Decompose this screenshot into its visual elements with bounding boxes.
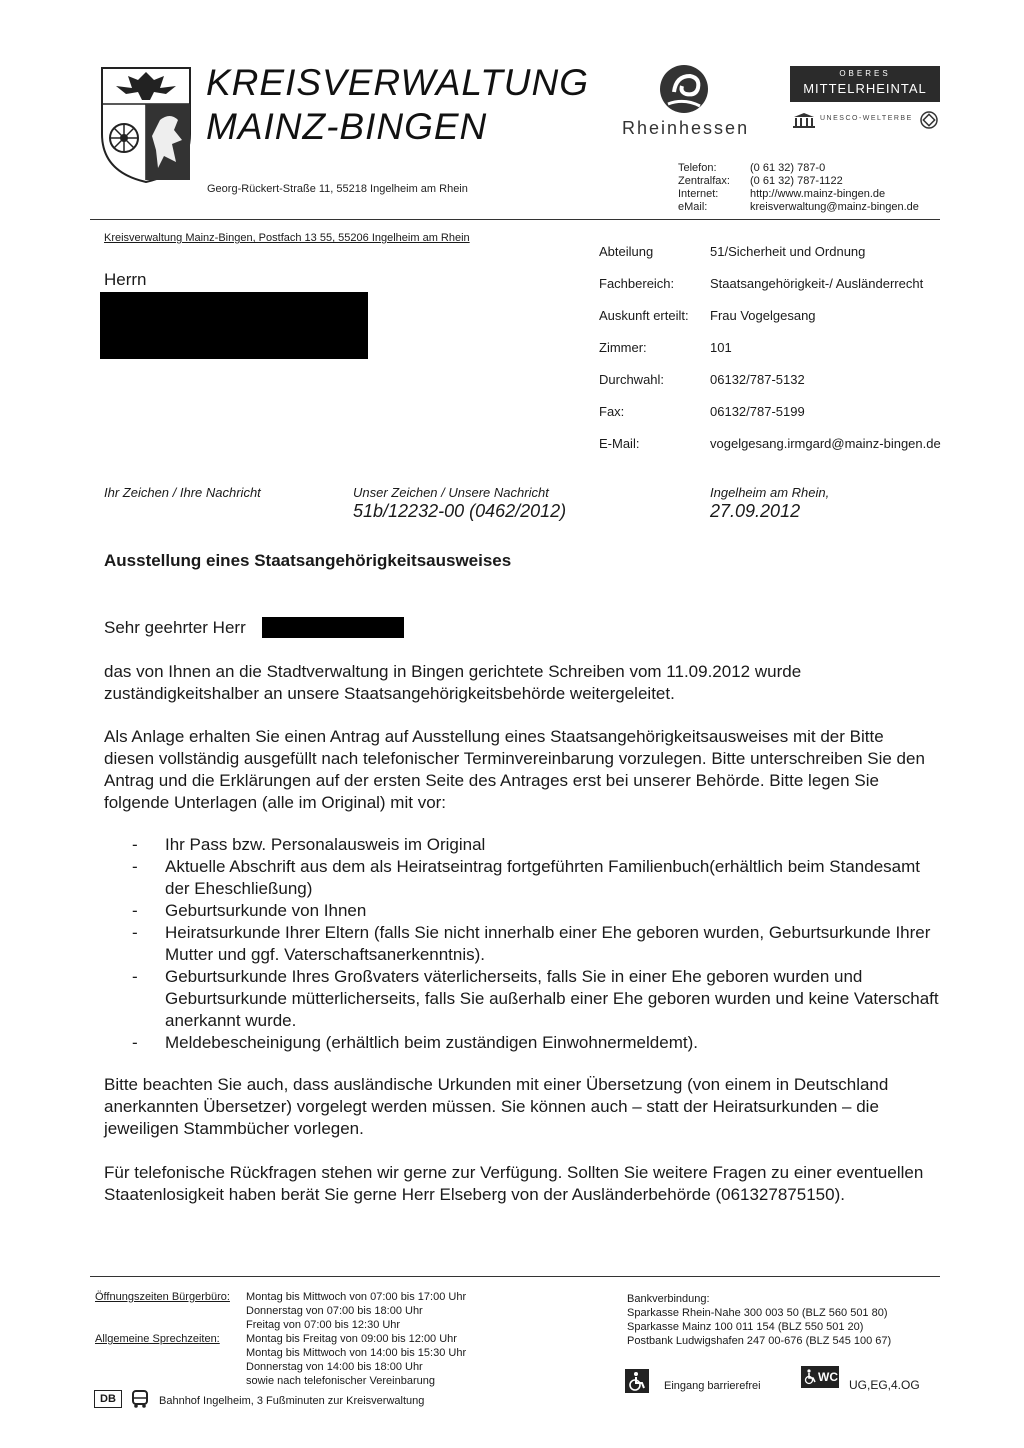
wc-wheelchair-icon <box>803 1369 817 1385</box>
fax-label: Zentralfax: <box>678 175 730 187</box>
org-title-line1: KREISVERWALTUNG <box>206 62 590 103</box>
ihr-zeichen-label: Ihr Zeichen / Ihre Nachricht <box>104 485 261 500</box>
bank-line: Sparkasse Mainz 100 011 154 (BLZ 550 501 20) <box>627 1321 864 1333</box>
rheinhessen-label: Rheinhessen <box>622 118 750 138</box>
letter-date: 27.09.2012 <box>710 501 801 521</box>
oeffnungszeiten-label-text: Öffnungszeiten Bürgerbüro: <box>95 1291 230 1303</box>
floors-label: UG,EG,4.OG <box>849 1378 920 1392</box>
coat-of-arms-logo <box>98 64 194 184</box>
unesco-temple-icon <box>792 112 816 128</box>
phone-label: Telefon: <box>678 162 717 174</box>
footer-divider <box>90 1276 940 1277</box>
list-item: - Geburtsurkunde Ihres Großvaters väterlicherseits, falls Sie in einer Ehe geboren wurden und Geburtsurkunde mütterlicherseits, falls Sie außerhalb einer Ehe geboren wurden und keine Vaterschaft anerkannt wurde. <box>132 967 939 1030</box>
redacted-recipient-address <box>100 292 368 359</box>
sprechzeiten-line: Montag bis Freitag von 09:00 bis 12:00 Uhr <box>246 1333 457 1345</box>
info-value: 06132/787-5199 <box>710 404 805 419</box>
info-label: Durchwahl: <box>599 372 665 387</box>
sprechzeiten-label-text: Allgemeine Sprechzeiten: <box>95 1333 220 1345</box>
list-item-text: Geburtsurkunde Ihres Großvaters väterlicherseits, falls Sie in einer Ehe geboren wurden und Geburtsurkunde mütterlicherseits, falls Sie außerhalb einer Ehe geboren wurden und keine Vaterschaft anerkannt wurde. <box>165 967 939 1030</box>
info-value: 51/Sicherheit und Ordnung <box>710 244 866 259</box>
wc-label: WC <box>818 1370 838 1384</box>
header-divider <box>90 219 940 220</box>
rheinhessen-logo <box>656 62 712 116</box>
paragraph-2-text: Als Anlage erhalten Sie einen Antrag auf Ausstellung eines Staatsangehörigkeitsausweises mit der Bitte diesen vollständig ausgefüllt nach telefonischer Terminvereinbarung vorzulegen. Bitte unterschreiben Sie den Antrag und die Erklärungen auf der ersten Seite des Antrages erst bei unserer Behörde. Bitte legen Sie folgende Unterlagen (alle im Original) mit vor: <box>104 727 925 812</box>
info-label: Auskunft erteilt: <box>599 308 689 323</box>
list-item: - Geburtsurkunde von Ihnen <box>132 901 367 920</box>
list-item: - Aktuelle Abschrift aus dem als Heiratseintrag fortgeführten Familienbuch(erhältlich beim Standesamt der Eheschließung) <box>132 857 920 898</box>
list-item-text: Meldebescheinigung (erhältlich beim zuständigen Einwohnermeldemt). <box>165 1033 698 1052</box>
paragraph-4-text: Für telefonische Rückfragen stehen wir gerne zur Verfügung. Sollten Sie weitere Fragen zu einer eventuellen Staatenlosigkeit haben berät Sie gerne Herr Elseberg von der Ausländerbehörde (061327875150). <box>104 1163 924 1204</box>
info-label: Abteilung <box>599 244 654 259</box>
letter-greeting: Sehr geehrter Herr <box>104 618 246 637</box>
paragraph-1-text: das von Ihnen an die Stadtverwaltung in Bingen gerichtete Schreiben vom 11.09.2012 wurde zuständigkeitshalber an unsere Staatsangehörigkeitsbehörde weitergeleitet. <box>104 662 802 703</box>
list-item-text: Ihr Pass bzw. Personalausweis im Original <box>165 835 486 854</box>
fax-value: (0 61 32) 787-1122 <box>750 175 843 187</box>
org-title-line2: MAINZ-BINGEN <box>206 106 488 147</box>
list-item: - Ihr Pass bzw. Personalausweis im Original <box>132 835 486 854</box>
wc-icon <box>801 1366 839 1388</box>
sprechzeiten-line: sowie nach telefonischer Vereinbarung <box>246 1375 435 1387</box>
sprechzeiten-line: Donnerstag von 14:00 bis 18:00 Uhr <box>246 1361 423 1373</box>
internet-label: Internet: <box>678 188 719 200</box>
oeffnungszeiten-lines <box>246 1290 466 1332</box>
email-label: eMail: <box>678 201 708 213</box>
paragraph-2 <box>104 726 934 814</box>
list-item-text: Aktuelle Abschrift aus dem als Heiratseintrag fortgeführten Familienbuch(erhältlich beim Standesamt der Eheschließung) <box>165 857 920 898</box>
list-item-text: Geburtsurkunde von Ihnen <box>165 901 367 920</box>
db-label: DB <box>100 1393 116 1405</box>
unser-zeichen-value: 51b/12232-00 (0462/2012) <box>353 501 567 521</box>
org-address: Georg-Rückert-Straße 11, 55218 Ingelheim am Rhein <box>207 183 468 195</box>
info-value: 101 <box>710 340 732 355</box>
world-heritage-icon <box>920 111 938 129</box>
info-value: Frau Vogelgesang <box>710 308 816 323</box>
sprechzeiten-label <box>95 1332 220 1346</box>
unesco-badge <box>790 110 940 130</box>
mittelrheintal-logo <box>790 66 940 102</box>
db-icon <box>94 1390 122 1408</box>
letter-subject: Ausstellung eines Staatsangehörigkeitsausweises <box>104 551 512 570</box>
list-item-text: Heiratsurkunde Ihrer Eltern (falls Sie nicht innerhalb einer Ehe geboren wurden, Geburtsurkunde Ihrer Mutter und ggf. Vaterschaftsanerkenntnis). <box>165 923 931 964</box>
document-list <box>132 834 942 1054</box>
barrierefrei-label: Eingang barrierefrei <box>664 1380 761 1392</box>
sender-line: Kreisverwaltung Mainz-Bingen, Postfach 13 55, 55206 Ingelheim am Rhein <box>104 232 470 244</box>
info-label: Zimmer: <box>599 340 647 355</box>
bank-line: Postbank Ludwigshafen 247 00-676 (BLZ 545 100 67) <box>627 1335 892 1347</box>
mittelrheintal-top: OBERES <box>839 69 891 78</box>
list-item: - Meldebescheinigung (erhältlich beim zuständigen Einwohnermeldemt). <box>132 1033 698 1052</box>
phone-value: (0 61 32) 787-0 <box>750 162 826 174</box>
unesco-label: UNESCO-WELTERBE <box>820 115 913 122</box>
paragraph-3 <box>104 1074 934 1140</box>
info-value: 06132/787-5132 <box>710 372 805 387</box>
sprechzeiten-lines <box>246 1332 466 1388</box>
bank-details <box>627 1292 891 1348</box>
bahnhof-info: Bahnhof Ingelheim, 3 Fußminuten zur Kreisverwaltung <box>159 1395 425 1407</box>
oeffnungszeiten-label <box>95 1290 230 1304</box>
oeffnungszeiten-line: Donnerstag von 07:00 bis 18:00 Uhr <box>246 1305 423 1317</box>
oeffnungszeiten-line: Montag bis Mittwoch von 07:00 bis 17:00 Uhr <box>246 1291 467 1303</box>
paragraph-3-text: Bitte beachten Sie auch, dass ausländische Urkunden mit einer Übersetzung (von einem in Deutschland anerkannten Übersetzer) vorgelegt werden müssen. Sie können auch – statt der Heiratsurkunden – die jeweiligen Stammbücher vorlegen. <box>104 1075 889 1138</box>
date-place-label: Ingelheim am Rhein, <box>710 485 830 500</box>
sprechzeiten-line: Montag bis Mittwoch von 14:00 bis 15:30 Uhr <box>246 1347 467 1359</box>
info-label: Fax: <box>599 404 625 419</box>
mittelrheintal-main: MITTELRHEINTAL <box>803 81 927 96</box>
info-value: Staatsangehörigkeit-/ Ausländerrecht <box>710 276 924 291</box>
paragraph-1 <box>104 661 934 705</box>
info-label: Fachbereich: <box>599 276 675 291</box>
info-value[interactable]: vogelgesang.irmgard@mainz-bingen.de <box>710 436 941 451</box>
list-item: - Heiratsurkunde Ihrer Eltern (falls Sie nicht innerhalb einer Ehe geboren wurden, Geburtsurkunde Ihrer Mutter und ggf. Vaterschaftsanerkenntnis). <box>132 923 931 964</box>
wheelchair-icon <box>625 1369 649 1393</box>
oeffnungszeiten-line: Freitag von 07:00 bis 12:30 Uhr <box>246 1319 401 1331</box>
contact-details <box>678 162 919 214</box>
internet-value[interactable]: http://www.mainz-bingen.de <box>750 188 886 200</box>
bank-line: Sparkasse Rhein-Nahe 300 003 50 (BLZ 560 501 80) <box>627 1307 888 1319</box>
paragraph-4 <box>104 1162 934 1206</box>
recipient-salutation: Herrn <box>104 270 147 289</box>
email-value[interactable]: kreisverwaltung@mainz-bingen.de <box>750 201 919 213</box>
bus-icon <box>130 1389 150 1409</box>
info-label: E-Mail: <box>599 436 640 451</box>
bank-label: Bankverbindung: <box>627 1293 710 1305</box>
redacted-name <box>262 617 404 638</box>
unser-zeichen-label: Unser Zeichen / Unsere Nachricht <box>353 485 549 500</box>
